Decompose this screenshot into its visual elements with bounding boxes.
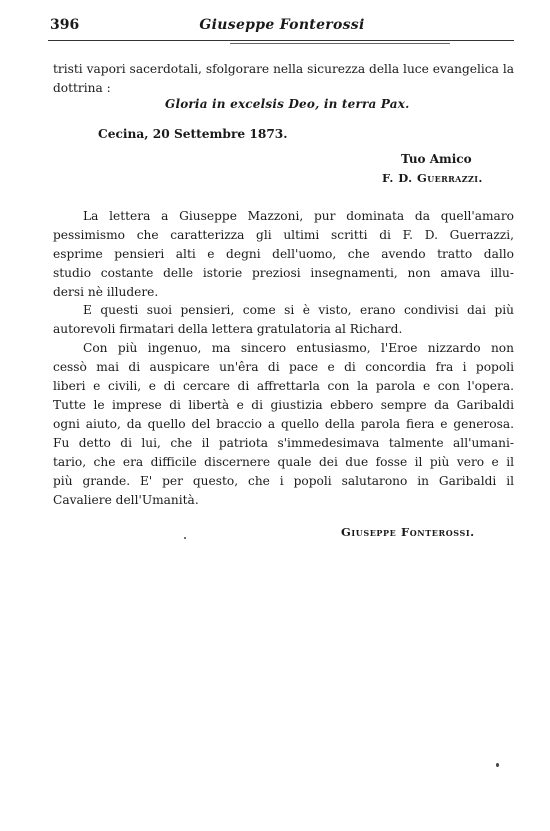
text-line: esprime pensieri alti e degni dell'uomo, che avendo tratto dallo	[53, 247, 514, 261]
text-line: tristi vapori sacerdotali, sfolgorare nella sicurezza della luce evangelica la	[53, 62, 514, 76]
text-line: La lettera a Giuseppe Mazzoni, pur dominata da quell'amaro	[83, 209, 514, 223]
text-line: studio costante delle istorie preziosi insegnamenti, non amava illu-	[53, 266, 514, 280]
author-signature: Giuseppe Fonterossi.	[341, 525, 475, 539]
intro-text	[53, 60, 514, 98]
paragraph-2	[53, 301, 514, 339]
text-line: Cavaliere dell'Umanità.	[53, 493, 199, 507]
page-number: 396	[50, 17, 80, 33]
text-line: E questi suoi pensieri, come si è visto, erano condivisi dai più	[83, 303, 514, 317]
letter-signature: F. D. Guerrazzi.	[382, 171, 483, 185]
text-line: dottrina :	[53, 81, 111, 95]
print-speck	[496, 763, 499, 767]
text-line: tario, che era difficile discernere quale dei due fosse il più vero e il	[53, 455, 514, 469]
text-line: dersi nè illudere.	[53, 285, 159, 299]
text-line: liberi e civili, e di cercare di affrettarla con la parola e con l'opera.	[53, 379, 514, 393]
text-line: più grande. E' per questo, che i popoli salutarono in Garibaldi il	[53, 474, 514, 488]
letter-closing: Tuo Amico	[401, 152, 472, 166]
text-line: autorevoli firmatari della lettera gratulatoria al Richard.	[53, 322, 403, 336]
page-header	[50, 17, 514, 37]
header-rule	[48, 40, 514, 41]
text-line: Con più ingenuo, ma sincero entusiasmo, l'Eroe nizzardo non	[83, 341, 514, 355]
text-line: Fu detto di lui, che il patriota s'immedesimava talmente all'umani-	[53, 436, 514, 450]
letter-place-date: Cecina, 20 Settembre 1873.	[98, 127, 288, 141]
print-speck	[184, 537, 186, 539]
text-line: cessò mai di auspicare un'êra di pace e di concordia fra i popoli	[53, 360, 514, 374]
paragraph-1	[53, 207, 514, 302]
text-line: pessimismo che caratterizza gli ultimi scritti di F. D. Guerrazzi,	[53, 228, 514, 242]
text-line: ogni aiuto, da quello del braccio a quello della parola fiera e generosa.	[53, 417, 514, 431]
running-title: Giuseppe Fonterossi	[199, 17, 365, 33]
latin-quote: Gloria in excelsis Deo, in terra Pax.	[165, 97, 410, 111]
header-rule-secondary	[230, 43, 450, 44]
paragraph-3	[53, 339, 514, 510]
text-line: Tutte le imprese di libertà e di giustizia ebbero sempre da Garibaldi	[53, 398, 514, 412]
